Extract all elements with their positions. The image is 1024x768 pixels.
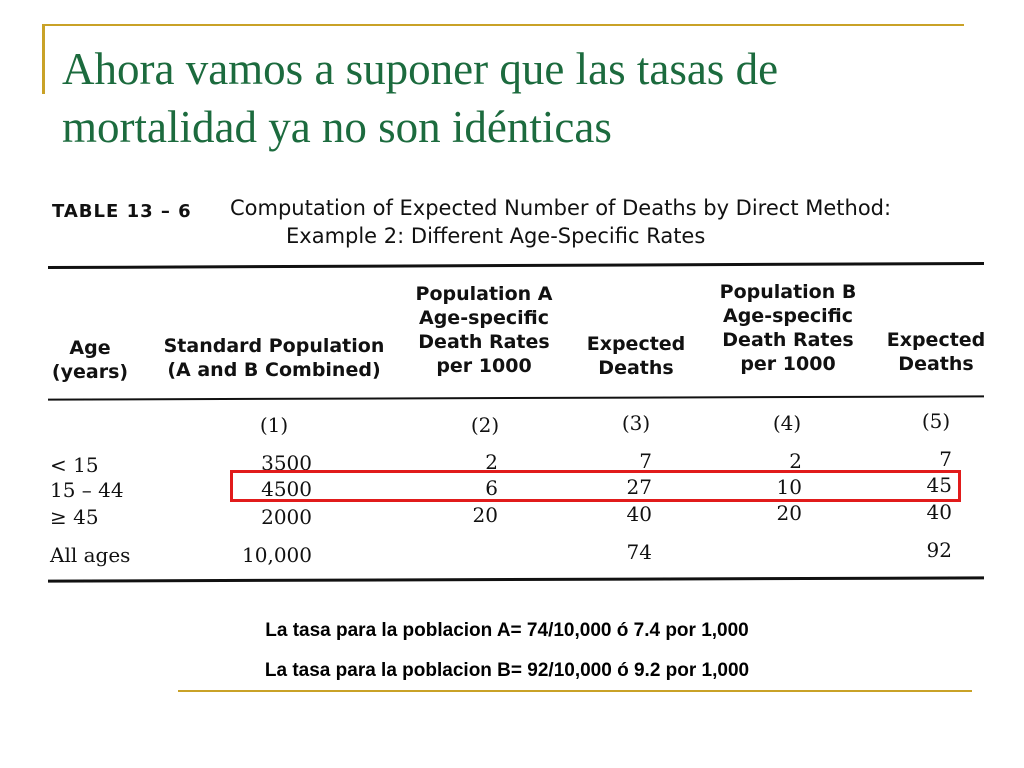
slide-title: Ahora vamos a suponer que las tasas de mortalidad ya no son idénticas [62, 44, 779, 152]
column-number-5: (5) [921, 409, 951, 433]
table-caption-line-2: Example 2: Different Age-Specific Rates [286, 224, 706, 248]
row-3-rate-b: 20 [776, 501, 802, 525]
column-number-4: (4) [772, 411, 802, 435]
row-3-deaths-b: 40 [926, 500, 952, 524]
row-2-standard-population: 4500 [261, 477, 312, 501]
row-2-rate-b: 10 [776, 475, 802, 499]
row-4-standard-population: 10,000 [242, 543, 312, 567]
header-standard-population: Standard Population (A and B Combined) [163, 335, 385, 381]
top-accent-line [42, 24, 964, 26]
row-2-deaths-a: 27 [626, 475, 652, 499]
table-bottom-rule [48, 576, 984, 582]
column-number-1: (1) [259, 413, 289, 437]
bottom-accent-line [178, 690, 972, 692]
row-3-age: ≥ 45 [50, 505, 99, 529]
row-1-rate-a: 2 [485, 450, 498, 474]
left-accent-bar [42, 24, 45, 94]
column-number-3: (3) [621, 411, 651, 435]
row-3-standard-population: 2000 [261, 505, 312, 529]
row-2-rate-a: 6 [485, 476, 498, 500]
row-3-rate-a: 20 [472, 503, 498, 527]
header-age: Age (years) [51, 337, 129, 383]
note-population-b: La tasa para la poblacion B= 92/10,000 ó 9.2 por 1,000 [264, 660, 750, 681]
table-top-rule [48, 262, 984, 269]
row-1-age: < 15 [50, 453, 99, 477]
row-2-age: 15 – 44 [50, 478, 124, 502]
table-caption-line-1: Computation of Expected Number of Deaths by Direct Method: [230, 196, 892, 220]
row-1-standard-population: 3500 [261, 451, 312, 475]
header-expected-deaths-a: Expected Deaths [586, 333, 686, 379]
row-2-deaths-b: 45 [926, 473, 952, 497]
column-number-2: (2) [470, 413, 500, 437]
header-population-b-rates: Population B Age-specific Death Rates per 1000 [719, 281, 857, 375]
row-1-deaths-b: 7 [939, 447, 952, 471]
row-3-deaths-a: 40 [626, 502, 652, 526]
row-4-age: All ages [50, 543, 131, 567]
header-expected-deaths-b: Expected Deaths [886, 329, 986, 375]
header-population-a-rates: Population A Age-specific Death Rates per 1000 [415, 283, 553, 377]
row-4-deaths-a: 74 [626, 540, 652, 564]
highlighted-row-box [230, 470, 961, 502]
note-population-a: La tasa para la poblacion A= 74/10,000 ó 7.4 por 1,000 [265, 620, 749, 641]
row-4-deaths-b: 92 [926, 538, 952, 562]
table-header-rule [48, 395, 984, 400]
row-1-rate-b: 2 [789, 449, 802, 473]
table-label: TABLE 13 – 6 [52, 201, 192, 222]
row-1-deaths-a: 7 [639, 449, 652, 473]
